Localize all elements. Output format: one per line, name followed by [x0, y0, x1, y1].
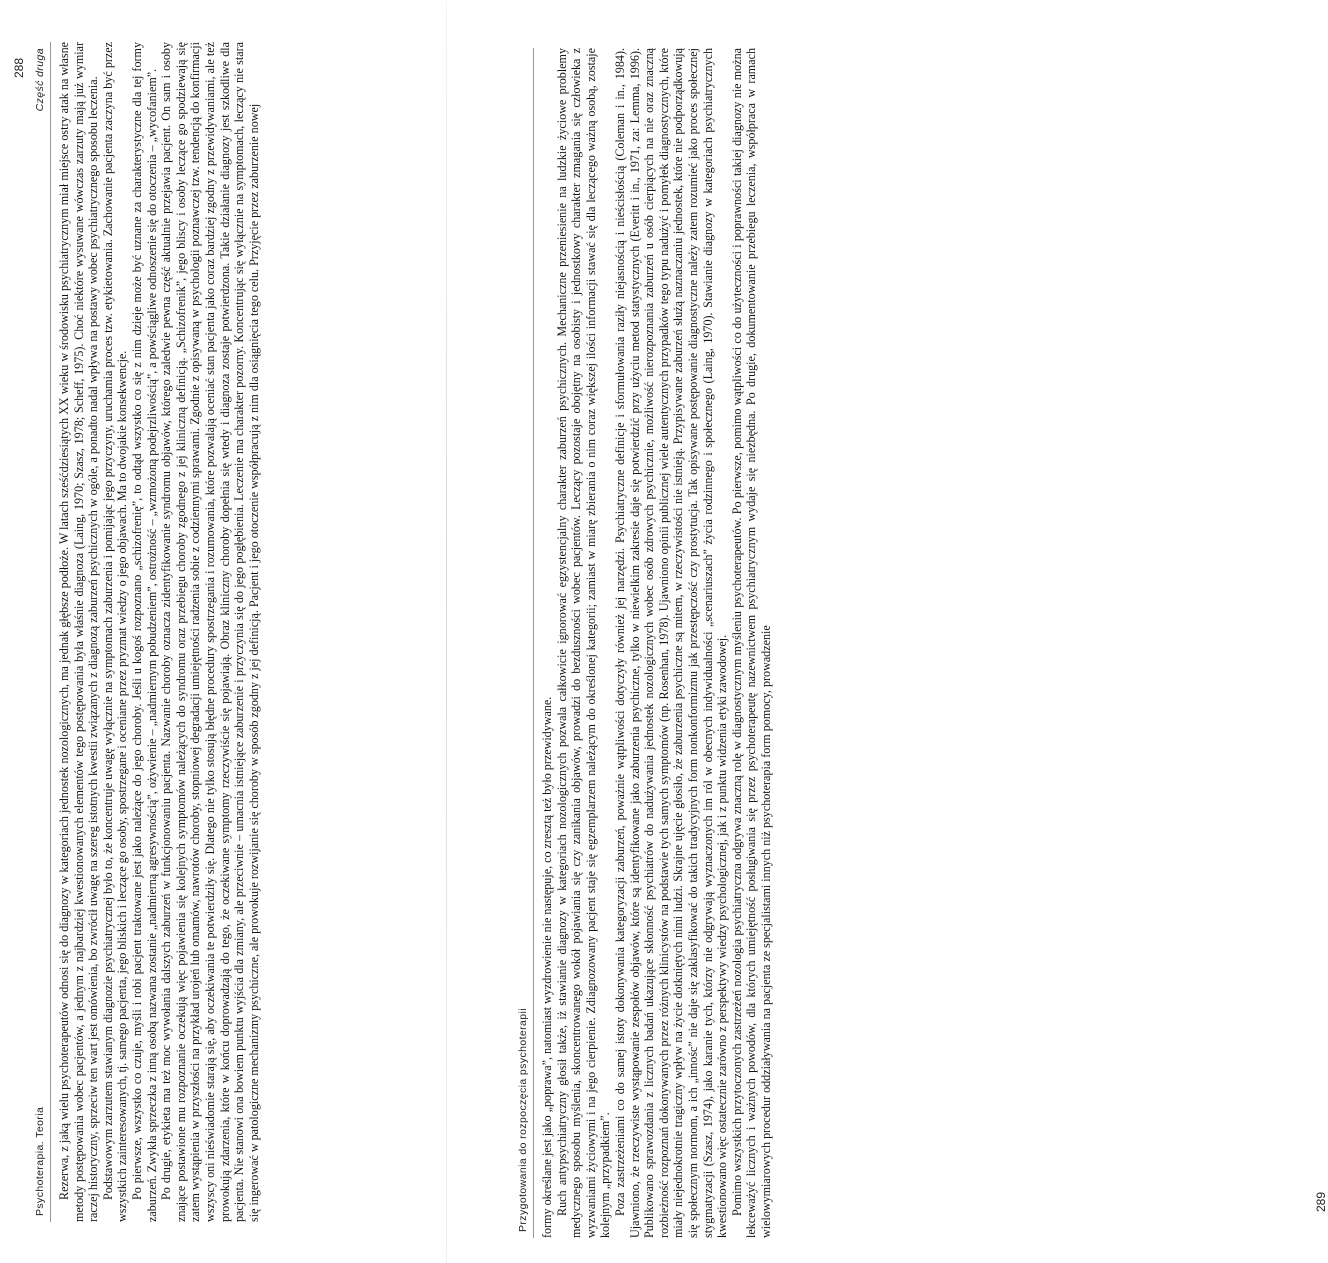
right-header-title: Przygotowania do rozpoczęcia psychoterapii: [517, 1008, 529, 1232]
paragraph: Poza zastrzeżeniami co do samej istoty dokonywania kategoryzacji zaburzeń, poważnie wątpliwości dotyczyły również jej narzędzi. Psychiatryczne definicje i sformułowania raziły niejasnością i nieścisłością (Coleman i in., 1984). Ujawniono, że rzeczywiste wystąpowanie zespołów objawów, które są identyfikowane jako zaburzenia psychiczne, tylko w niewielkim zakresie daje się potwierdzić przy użyciu metod statystycznych (Everitt i in., 1971, za: Lemma, 1996). Publikowano sprawozdania z licznych badań ukazujące skłonność psychiatrów do nadużywania jednostek nozologicznych wobec osób zdrowych psychicznie, możliwość nierozpoznania zaburzeń u osób cierpiących na nie oraz znaczną rozbieżność rozpoznań dokonywanych przez różnych klinicystów na podstawie tych samych symptomów (np. Rosenhan, 1978). Ujawniono opinii publicznej wiele autentycznych przypadków tego typu nadużyć i pomyłek diagnostycznych, które miały niejednokrotnie tragiczny wpływ na życie dotkniętych nimi ludzi. Skrajne ujęcie głosiło, że zaburzenia psychiczne są mitem, w rzeczywistości nie istnieją. Przypisywane zaburzeń służą naznaczaniu jednostek, które nie podporządkowują się społecznym normom, a ich „innośc” nie daje się zaklasyfikować do takich tradycyjnych form nonkonformizmu jak przestępczość czy prostytucja. Tak opisywane postępowanie diagnostyczne należy zatem rozumieć jako proces społecznej stygmatyzacji (Szasz, 1974), jako karanie tych, którzy nie odgrywają wyznaczonych im ról w obecnych indywidualności „scenariuszach” życia rodzinnego i społecznego (Laing, 1970). Stawianie diagnozy w kategoriach psychiatrycznych kwestionowano więc ostatecznie zarówno z perspektywy wiedzy psychologicznej, jak i z punktu widzenia etyki zawodowej.: [612, 48, 730, 1238]
paragraph: Podstawowym zarzutem stawianym diagnozie psychiatrycznej było to, że koncentruje uwagę wyłącznie na symptomach zaburzenia i pomijając jego przyczyny, uruchamia proces tzw. etykietowania. Zachowanie pacjenta zaczyna być przez wszystkich zainteresowanych, tj. samego pacjenta, jego bliskich i leczące go osoby, spostrzegane i oceniane przez pryzmat wiedzy o jego objawach. Ma to dwojakie konsekwencje.: [100, 42, 130, 1222]
left-page-number: 288: [12, 57, 26, 78]
left-running-header: [34, 42, 51, 1222]
right-page-number: 289: [1314, 1191, 1328, 1212]
paragraph: Po drugie, etykieta ma też moc wywołania dalszych zaburzeń w funkcjonowaniu pacjenta. Nazwanie choroby oznacza zidentyfikowanie syndromu objawów, którego zaledwie pewna część aktualnie przejawia pacjent. On sam i osoby znające postawione mu rozpoznanie oczekują więc pojawienia się kolejnych symptomów należących do syndromu oraz przebiegu choroby zgodnego z jej kliniczną definicją. „Schizofrenik”, jego bliscy i osoby leczące go spodziewają się zatem wystąpienia w przyszłości na przykład urojeń lub omamów, nawrotów choroby, stopniowej degradacji umiejętności radzenia sobie z codziennymi sprawami. Zgodnie z opisywaną w psychologii poznawczej tzw. tendencją do konfirmacji wszyscy oni nieświadomie starają się, aby oczekiwania te potwierdziły się. Dlatego nie tylko stosują błędne procedury spostrzegania i rozumowania, które pozwalają oceniać stan pacjenta jako coraz bardziej zgodny z przewidywaniami, ale też prowokują zdarzenia, które w końcu doprowadzają do tego, że oczekiwane symptomy rzeczywiście się pojawiają. Obraz kliniczny choroby dopełnia się wtedy i diagnoza zostaje potwierdzona. Takie działanie diagnozy jest szkodliwe dla pacjenta. Nie stanowi ona bowiem punktu wyjścia dla zmiany, ale przeciwnie – umacnia istniejące zaburzenie i przyczynia się do jego pogłębienia. Leczenie ma charakter pozorny. Koncentrując się wyłącznie na symptomach, leczący nie stara się ingerować w patologiczne mechanizmy psychiczne, ale prowokuje rozwijanie się choroby w sposób zgodny z jej definicją. Pacjent i jego otoczenie współpracują z nim dla osiągnięcia tego celu. Przyjęcie przez zaburzenie nowej: [159, 42, 261, 1222]
right-running-header: [517, 48, 534, 1238]
left-header-part: Część druga: [34, 48, 46, 112]
left-body-text: [57, 42, 261, 1222]
paragraph: Po pierwsze, wszystko co czuje, myśli i robi pacjent traktowane jest jako należące do jego choroby. Jeśli u kogoś rozpoznano „schizofrenię”, to odtąd wszystko co się z nim dzieje może być uznane za charakterystyczne dla tej formy zaburzeń. Zwykła sprzeczka z inną osobą nazwana zostanie „nadmierną agresywnością”, ożywienie – „nadmiernym pobudzeniem”, ostrożność – „wzmożoną podejrzliwością”, a powściągliwe odnoszenie się do otoczenia – „wycofaniem”.: [129, 42, 159, 1222]
right-body-text: [540, 48, 774, 1238]
paragraph: Pomimo wszystkich przytoczonych zastrzeżeń nozologia psychiatryczna odgrywa znaczną rolę w diagnostycznym myśleniu psychoterapeutów. Po pierwsze, pomimo wątpliwości co do użyteczności i poprawności takiej diagnozy nie można lekceważyć licznych i ważnych powodów, dla których umiejętność posługiwania się przez psychoterapeutę nazewnictwem psychiatrycznym wydaje się niezbędna. Po drugie, dokumentowanie przebiegu leczenia, współpraca w ramach wielowymiarowych procedur oddziaływania na pacjenta ze specjalistami innych niż psychoterapia form pomocy, prowadzenie: [729, 48, 773, 1238]
paragraph: Rezerwa, z jaką wielu psychoterapeutów odnosi się do diagnozy w kategoriach jednostek nozologicznych, ma jednak głębsze podłoże. W latach sześćdziesiątych XX wieku w środowisku psychiatrycznym miał miejsce ostry atak na własne metody postępowania wobec pacjentów, a jednym z najbardziej kwestionowanych elementów tego postępowania była właśnie diagnoza (Laing, 1970; Szasz, 1978; Scheff, 1975). Choć niektóre wysuwane wówczas zarzuty mają już wymiar raczej historyczny, sprzeciw ten wart jest omówienia, bo zwrócił uwagę na szereg istotnych kwestii związanych z diagnozą zaburzeń psychicznych w ogóle, a ponadto nadal wpływa na postawy wobec psychiatrycznego sposobu leczenia.: [57, 42, 101, 1222]
paragraph: formy określane jest jako „poprawa”, natomiast wyzdrowienie nie następuje, co zresztą też było przewidywane.: [540, 696, 554, 1238]
left-page: [0, 0, 446, 1263]
right-page: [447, 0, 1328, 1263]
paragraph: Ruch antypsychiatryczny głosił także, iż stawianie diagnozy w kategoriach nozologicznych pozwala całkowicie ignorować egzystencjalny charakter zaburzeń psychicznych. Mechaniczne przeniesienie na ludzkie życiowe problemy medycznego sposobu myślenia, skoncentrowanego wokół pojawiania się czy zanikania objawów, prowadzi do bezduszności wobec pacjentów. Leczący pozostaje obojętny na osobisty i jednostkowy charakter zmagania się człowieka z wyzwaniami życiowymi i na jego cierpienie. Zdiagnozowany pacjent staje się egzemplarzem należącym do określonej kategorii; zamiast w miarę zbierania o nim coraz większej ilości informacji stawać się dla leczącego ważną osobą, zostaje kolejnym „przypadkiem”.: [554, 48, 613, 1238]
left-header-title: Psychoterapia. Teoria: [34, 1106, 46, 1216]
left-page-content: [34, 42, 420, 1222]
right-page-content: [517, 48, 911, 1238]
